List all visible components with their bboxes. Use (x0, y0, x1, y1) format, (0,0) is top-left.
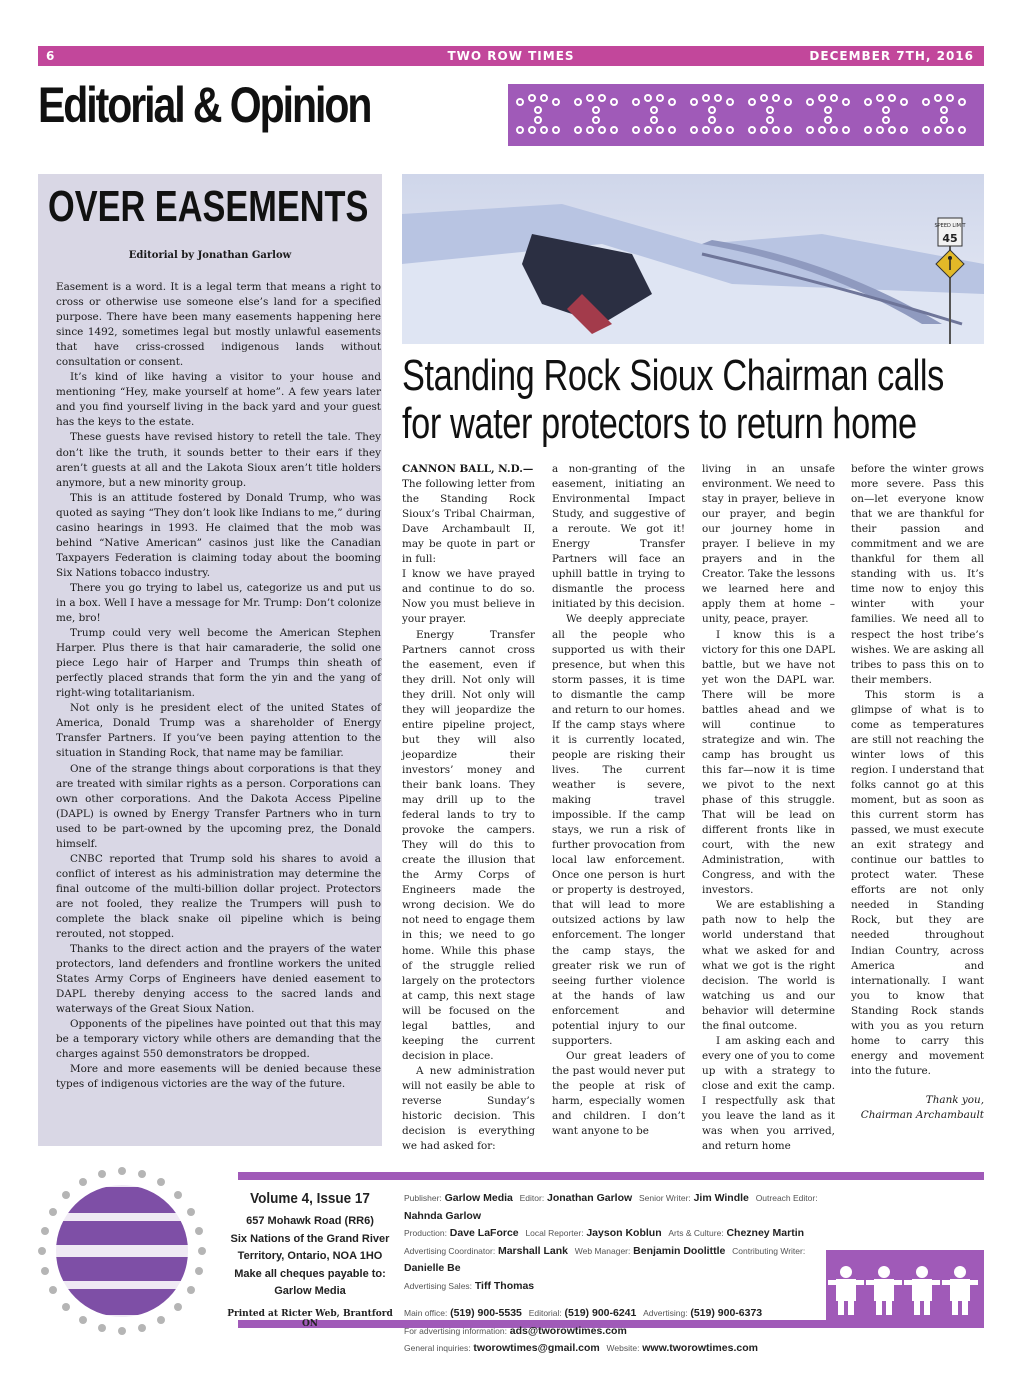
editorial-box (38, 174, 382, 1146)
masthead-rule-top (238, 1172, 984, 1180)
article-column-2 (552, 462, 685, 1139)
article-paragraph: I know this is a victory for this one DAPL battle, but we have not yet won the DAPL war. There will be more battles ahead and we will continue to strategize and win. The camp has brought us this far—now it is time we pivot to the next phase of this struggle. That will be lead on different fronts like in court, with the new Administration, with Congress, and with the investors. (702, 628, 835, 897)
svg-text:SPEED LIMIT: SPEED LIMIT (934, 223, 966, 229)
figures-graphic (826, 1250, 984, 1320)
svg-text:45: 45 (942, 232, 958, 245)
article-paragraph: a non-granting of the easement, initiating an Environmental Impact Study, and suggestive of a reroute. We got it! Energy Transfer Partners will face an uphill battle in trying to dismantle the process initiated by this decision. (552, 463, 685, 611)
headline-line: Standing Rock Sioux Chairman calls (402, 351, 944, 400)
masthead-address-block (226, 1190, 394, 1329)
printer-note: Printed at Ricter Web, Brantford ON (227, 1308, 393, 1329)
article-paragraph: I am asking each and every one of you to come up with a strategy to close and exit the camp. I respectfully ask that you leave the land as it was when you arrived, and return home (702, 1034, 835, 1153)
editorial-byline: Editorial by Jonathan Garlow (128, 250, 292, 261)
signoff-thanks: Thank you, (925, 1093, 984, 1106)
decorative-beadwork-band (508, 84, 984, 146)
article-paragraph: I know we have prayed and continue to do so. Now you must believe in your prayer. (402, 568, 535, 626)
editorial-paragraph: One of the strange things about corporations is that they are treated with similar rights as a person. Corporations can own other corporations. And the Dakota Access Pipeline (DAPL) is owned by Energy Transfer Partners who in turn used to be part-owned by the upcoming prez, the Donald himself. (56, 762, 381, 850)
article-paragraph: We deeply appreciate all the people who supported us with their presence, but when this storm passes, it is time to dismantle the camp and return to our homes. If the camp stays where it is currently located, people are risking their lives. The current weather is severe, making travel impossible. If the camp stays, we run a risk of further provocation from local law enforcement. Once one person is hurt or property is destroyed, that will lead to more outsized actions by law enforcement. The longer the camp stays, the greater risk we run of seeing further violence at the hands of law enforcement and potential injury to our supporters. (552, 613, 685, 1047)
editorial-paragraph: There you go trying to label us, categorize us and put us in a box. Well I have a message for Mr. Trump: Don’t colonize me, bro! (56, 581, 381, 625)
cheques-note: Make all cheques payable to: (234, 1267, 386, 1280)
editorial-paragraph: These guests have revised history to retell the tale. They don’t like the truth, it sounds better to their ears if they aren’t guests at all and the Lakota Sioux aren’t title holders anymore, but a new minority group. (56, 431, 381, 489)
outreach-editor: Nahnda Garlow (404, 1209, 482, 1222)
web-manager: Benjamin Doolittle (633, 1244, 726, 1257)
beadwork-pattern-icon (508, 84, 984, 146)
article-paragraph: living in an unsafe environment. We need to stay in prayer, believe in our prayer, and begin our journey home in prayer. I believe in my prayers and in the Creator. Take the lessons we learned here and apply them at home – unity, peace, prayer. (702, 463, 835, 626)
editorial-paragraph: It’s kind of like having a visitor to your house and mentioning “Hey, make yourself at home”. A few years later and you find yourself living in the back yard and your guest has the keys to the estate. (56, 371, 381, 429)
general-email[interactable]: tworowtimes@gmail.com (473, 1342, 600, 1354)
arts-culture: Chezney Martin (726, 1227, 805, 1239)
advertising-phone: (519) 900-6373 (690, 1307, 763, 1319)
people-figures-icon (826, 1250, 984, 1320)
article-column-1 (402, 462, 535, 1154)
editorial-paragraph: Trump could very well become the American Stephen Harper. Plus there is that hair camaraderie, the solid one piece Lego hair of Harper and Trumps thin sheath of perfectly placed strands that form the yin and the yang of right-wing totalitarianism. (56, 627, 381, 700)
address-line: Six Nations of the Grand River (230, 1232, 390, 1245)
page-number: 6 (46, 49, 56, 63)
address-line: 657 Mohawk Road (RR6) (246, 1215, 374, 1227)
article-dateline: CANNON BALL, N.D.— (402, 463, 534, 475)
article-headline (402, 351, 944, 448)
editorial-phone: (519) 900-6241 (564, 1307, 637, 1319)
editorial-paragraph: CNBC reported that Trump sold his shares to avoid a conflict of interest as his administration may determine the final outcome of the multi-billion dollar project. Protectors are not fooled, they realize the Trumpers will push to complete the black snake oil pipeline which is being rerouted, not stopped. (56, 852, 381, 941)
issue-date: DECEMBER 7TH, 2016 (809, 49, 974, 63)
page-header-bar (38, 46, 984, 66)
editorial-paragraph: This is an attitude fostered by Donald Trump, who was quoted as saying “They don’t look like Indians to me,” during casino hearings in 1993. He claimed that the mob was behind “Native American” casinos just like the Canadian Taxpayers Federation is claiming today about the booming Six Nations tobacco industry. (56, 491, 381, 579)
editorial-paragraph: Easement is a word. It is a legal term that means a right to cross or otherwise use someone else’s land for a specified purpose. There have been many easements happening here since 1492, sometimes legal but mostly unlawful easements that have criss-crossed indigenous lands without consultation or consent. (56, 281, 381, 369)
contributing-writer: Danielle Be (404, 1262, 461, 1274)
article-paragraph: before the winter grows more severe. Pass this on—let everyone know that we are thankful for their passion and commitment and we are thankful for them all standing with us. It’s time now to enjoy this winter with your families. We need all to respect the host tribe’s wishes. We are asking all tribes to pass this on to their members. (851, 463, 984, 686)
article-column-3 (702, 462, 835, 1154)
local-reporter: Jayson Koblun (586, 1227, 662, 1239)
paper-name: TWO ROW TIMES (447, 49, 575, 63)
address-line: Territory, Ontario, NOA 1HO (237, 1250, 383, 1262)
staff-credits: Publisher: Garlow Media Editor: Jonathan Garlow Senior Writer: Jim Windle Outreach Editor: Nahnda Garlow Production: Dave LaForce Local Reporter: Jayson Koblun Arts & Culture: Chezney Martin Advertising Coordinator: Marshall Lank Web Manager: Benjamin Doolittle Contributing Writer: Danielle Be Advertising Sales: Tiff Thomas Main office: (519) 900-5535 Editorial: (519) 900-6241 Advertising: (519) 900-6373 For advertising information: ads@tworowtimes.com General inquiries: tworowtimes@gmail.com Website: www.tworowtimes.com (404, 1192, 818, 1354)
article-paragraph: We are establishing a path now to help the world understand that what we asked for and what we got is the right decision. The world is watching us and our behavior will determine the final outcome. (702, 899, 835, 1032)
headline-line: for water protectors to return home (402, 399, 917, 448)
wampum-belt-logo (36, 1165, 208, 1337)
article-paragraph: Energy Transfer Partners cannot cross the easement, even if they drill. Not only will they drill. Not only will they will jeopardize the entire pipeline project, but they will also jeopardize their investors’ money and their bank loans. They may drill up to the federal lands to try to provoke the campers. They will do this to create the illusion that the Army Corps of Engineers made the wrong decision. We do not need to engage them in this; we need to go home. While this phase of the struggle relied largely on the protectors at camp, this next stage will be focused on the legal battles, and keeping the current decision in place. (402, 628, 535, 1062)
production: Dave LaForce (449, 1227, 519, 1239)
volume-issue: Volume 4, Issue 17 (250, 1190, 370, 1207)
editorial-title: OVER EASEMENTS (48, 182, 369, 231)
section-title: Editorial & Opinion (38, 77, 371, 133)
main-office-phone: (519) 900-5535 (450, 1307, 522, 1319)
article-paragraph: Our great leaders of the past would never put the people at risk of harm, especially women and children. I don’t want anyone to be (552, 1049, 685, 1138)
article-photo (402, 174, 984, 344)
editor: Jonathan Garlow (547, 1192, 633, 1204)
editorial-body (56, 280, 381, 1093)
article-paragraph: The following letter from the Standing Rock Sioux’s Tribal Chairman, Dave Archambault II, may be quote in part or in full: (402, 478, 535, 566)
advertising-sales: Tiff Thomas (474, 1279, 535, 1292)
wampum-logo-icon (36, 1165, 208, 1337)
senior-writer: Jim Windle (693, 1192, 749, 1204)
ads-email[interactable]: ads@tworowtimes.com (509, 1324, 627, 1337)
publisher: Garlow Media (444, 1192, 513, 1204)
article-paragraph: A new administration will not easily be able to reverse Sunday’s historic decision. This decision is everything we had asked for: (402, 1064, 535, 1153)
payee: Garlow Media (274, 1285, 346, 1297)
editorial-paragraph: More and more easements will be denied because these types of indigenous victories are the way of the future. (56, 1063, 381, 1091)
article-paragraph: This storm is a glimpse of what is to come as temperatures are still not reaching the winter lows of this region. I understand that folks cannot go at this moment, but as soon as this current storm has passed, we must execute an exit strategy and continue our battles to protect water. These efforts are not only needed in Standing Rock, but they are needed throughout Indian Country, across America and internationally. I want you to know that Standing Rock stands with you as you return home to carry this energy and movement into the future. (851, 688, 984, 1077)
website-link[interactable]: www.tworowtimes.com (642, 1342, 758, 1354)
signoff-name: Chairman Archambault (860, 1108, 984, 1121)
advertising-coordinator: Marshall Lank (497, 1244, 568, 1257)
article-column-4 (851, 462, 984, 1123)
editorial-paragraph: Not only is he president elect of the united States of America, Donald Trump was a shareholder of Energy Transfer Partners. If you’ve been paying attention to the situation in Standing Rock, that name may be familiar. (56, 702, 381, 760)
editorial-paragraph: Thanks to the direct action and the prayers of the water protectors, land defenders and frontline workers the united States Army Corps of Engineers have denied easement to DAPL thereby denying access to the sacred lands and waterways of the Great Sioux Nation. (56, 943, 381, 1016)
editorial-paragraph: Opponents of the pipelines have pointed out that this may be a temporary victory while others are demanding that the charges against 550 demonstrators be dropped. (56, 1018, 381, 1061)
